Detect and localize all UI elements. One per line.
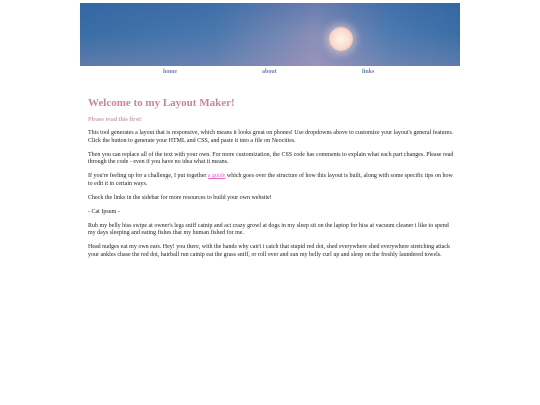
sidebar-links-paragraph: Check the links in the sidebar for more resources to build your own website!: [88, 194, 272, 201]
page-title: Welcome to my Layout Maker!: [88, 97, 235, 109]
guide-link[interactable]: a guide: [207, 173, 226, 180]
nav-link-home[interactable]: home: [163, 69, 177, 75]
nav-link-links[interactable]: links: [362, 69, 375, 75]
main-content: [88, 97, 454, 266]
nav-bar: [80, 69, 460, 82]
nav-link-about[interactable]: about: [262, 69, 277, 75]
guide-text-after: which goes over the structure of how this layout is built, along with some specific tips on how to edit it in certain ways.: [88, 173, 453, 187]
cat-ipsum-paragraph-2: Head nudges eat my own ears. Hey! you there, with the hands why can't i catch that stupid red dot, shed everywhere shed everywhere stretching attack your ankles chase the red dot, hairball run catnip eat the grass sniff, or roll over and sun my belly curl up and sleep on the freshly laundered towels.: [88, 244, 450, 258]
customization-paragraph: Then you can replace all of the text with your own. For more customization, the CSS code has comments to explain what each part changes. Please read through the code - even if you have no idea what it means.: [88, 151, 454, 166]
page-subtitle: Please read this first!: [88, 117, 143, 123]
page-container: [80, 3, 460, 82]
guide-paragraph: [88, 173, 454, 188]
header-banner-image: [80, 3, 460, 66]
cat-ipsum-heading: - Cat Ipsum -: [88, 208, 120, 215]
moon-image: [329, 27, 353, 51]
intro-paragraph: This tool generates a layout that is responsive, which means it looks great on phones! Use dropdowns above to customize your layout's general features. Click the button to generate your HTML and CSS, and paste it into a file on Neocities.: [88, 130, 454, 144]
guide-text-before: If you're feeling up for a challenge, I put together: [88, 173, 208, 180]
cat-ipsum-paragraph-1: Rub my belly hiss swipe at owner's legs sniff catnip and act crazy growl at dogs in my sleep sit on the laptop for hiss at vacuum cleaner i like to spend my days sleeping and eating fishes that my human fished for me.: [88, 222, 449, 237]
